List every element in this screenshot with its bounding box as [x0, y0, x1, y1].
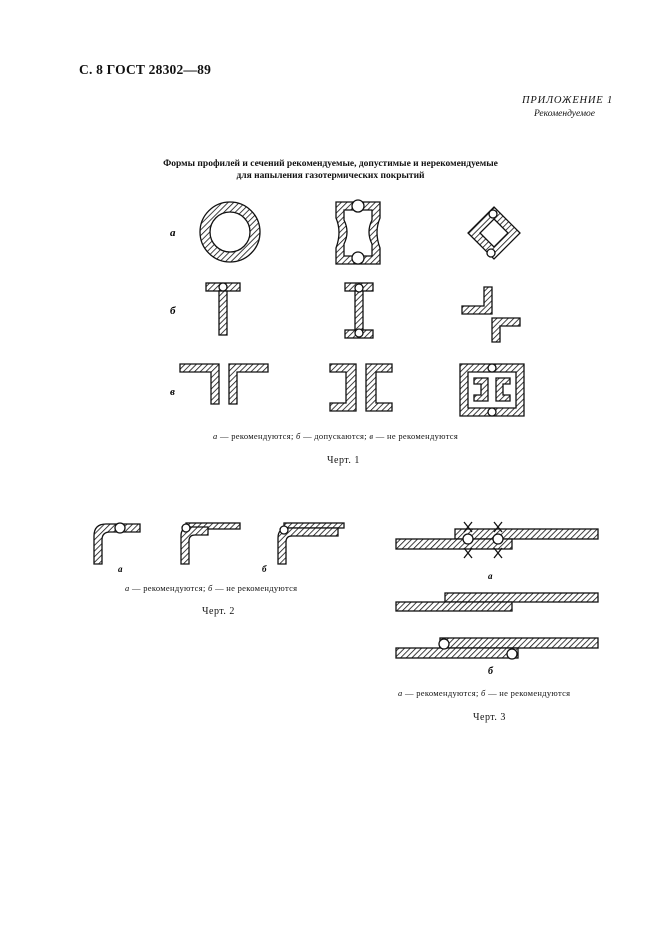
- fig1-row-label-a: а: [170, 227, 176, 239]
- figure1-title-line1: Формы профилей и сечений рекомендуемые, допустимые и нерекомендуемые: [163, 159, 498, 169]
- legend1-b-text: — допускаются;: [303, 431, 367, 441]
- fig3-a-lap-joint: [396, 522, 598, 558]
- fig1-b-two-angles: [462, 287, 520, 342]
- legend3-b: б: [481, 688, 486, 698]
- fig2-label-a: а: [118, 564, 123, 574]
- legend3-b-text: — не рекомендуются: [488, 688, 571, 698]
- legend2-a: а: [125, 583, 130, 593]
- figure2-caption: Черт. 2: [202, 606, 235, 617]
- legend2-b-text: — не рекомендуются: [215, 583, 298, 593]
- appendix-status: Рекомендуемое: [533, 109, 595, 119]
- fig2-a-bent-joint: [94, 523, 140, 564]
- fig2-label-b: б: [262, 564, 267, 574]
- legend1-a: а: [213, 431, 218, 441]
- fig1-b-i-beam: [345, 283, 373, 338]
- legend3-a: а: [398, 688, 403, 698]
- fig1-a-tube: [200, 202, 260, 262]
- legend1-c-text: — не рекомендуются: [375, 431, 459, 441]
- legend1-a-text: — рекомендуются;: [220, 431, 294, 441]
- fig1-a-box-welded: [336, 200, 380, 264]
- fig1-b-tee: [206, 283, 240, 335]
- figure2-legend: [125, 583, 297, 593]
- legend2-a-text: — рекомендуются;: [132, 583, 206, 593]
- legend1-c: в: [369, 431, 374, 441]
- fig1-row-label-c: в: [170, 386, 175, 398]
- legend3-a-text: — рекомендуются;: [405, 688, 479, 698]
- fig1-a-diamond-box: [468, 207, 520, 259]
- fig2-a-gap-strip-1: [181, 523, 240, 564]
- fig1-c-split-i-beam: [330, 364, 392, 411]
- fig3-label-b: б: [488, 666, 493, 677]
- fig3-b-lap-joint: [396, 593, 598, 611]
- fig1-c-split-tee: [180, 364, 268, 404]
- fig2-b-lapped-joint: [278, 523, 344, 564]
- figure3-legend: [398, 688, 570, 698]
- appendix-label: ПРИЛОЖЕНИЕ 1: [522, 95, 613, 106]
- figure1-caption: Черт. 1: [327, 455, 360, 466]
- fig1-c-box-with-channels: [460, 364, 524, 416]
- fig3-b-lap-joint-welded: [396, 638, 598, 659]
- figure1-title-line2: для напыления газотермических покрытий: [236, 171, 425, 181]
- page-header: С. 8 ГОСТ 28302—89: [79, 62, 212, 77]
- figure1-legend: [213, 431, 458, 441]
- figure3-caption: Черт. 3: [473, 712, 506, 723]
- legend2-b: б: [208, 583, 213, 593]
- fig1-row-label-b: б: [170, 305, 176, 317]
- legend1-b: б: [296, 431, 301, 441]
- fig3-label-a: а: [488, 571, 493, 581]
